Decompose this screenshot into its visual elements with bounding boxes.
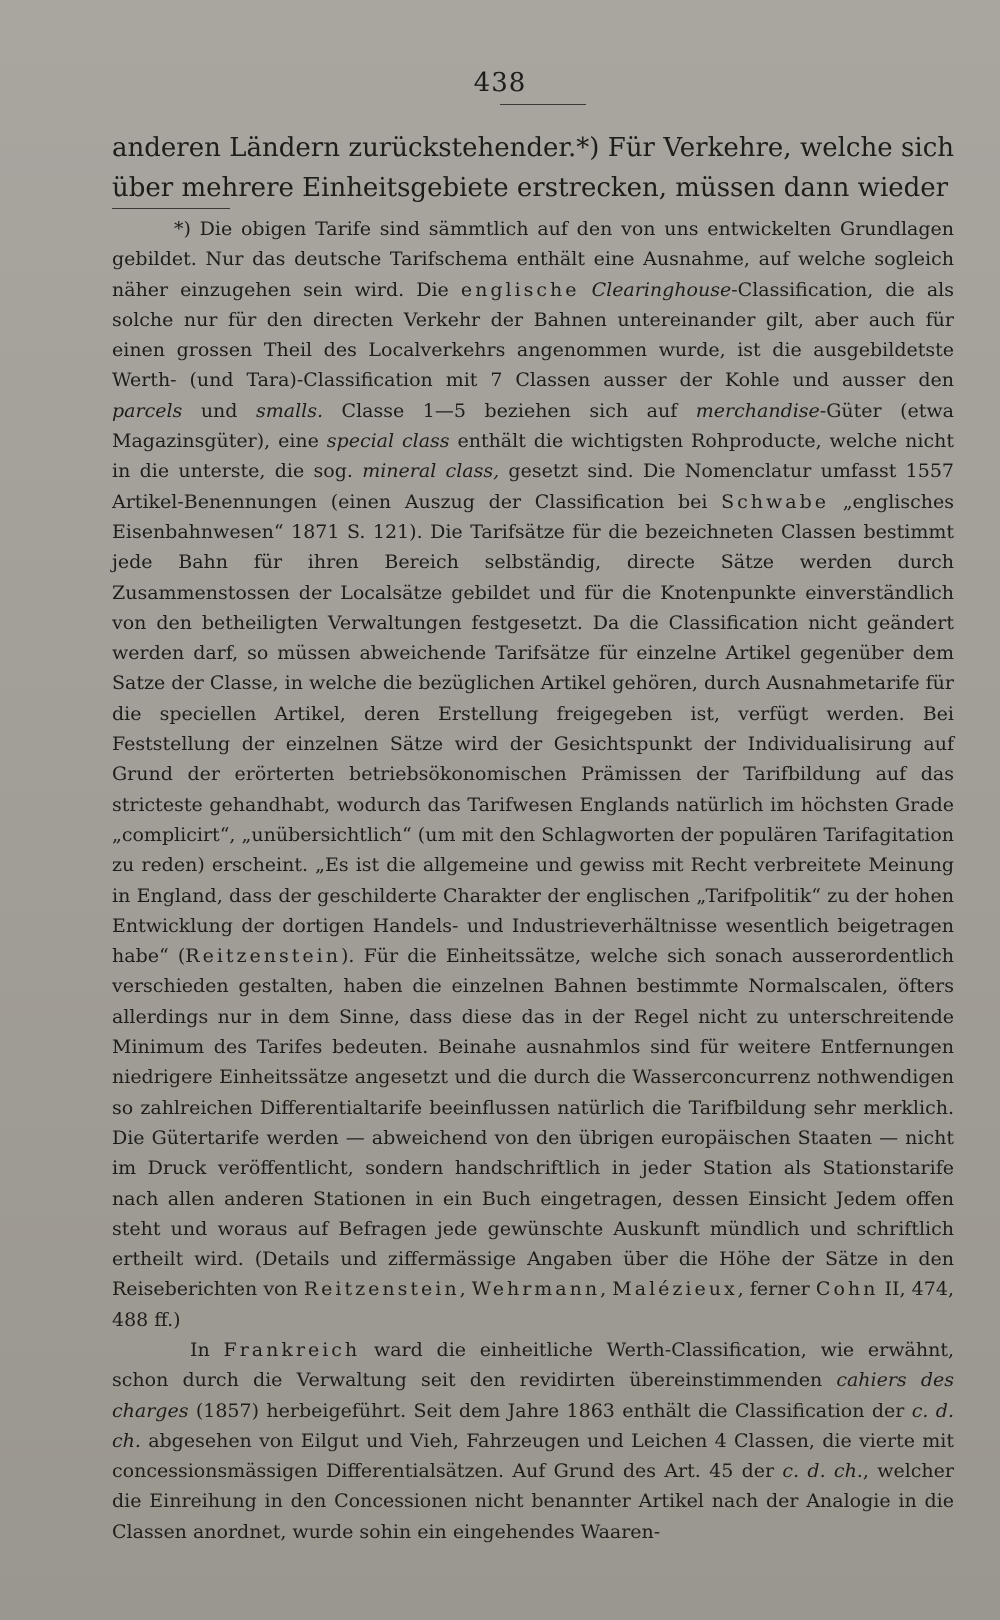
spaced-name: Reitzenstein [303,1278,460,1301]
footnote-rule [112,208,230,209]
text-run: *) Die obigen Tarife sind sämmtlich auf den von uns entwickelten Grundlagen gebildet. Nur das deutsche Tarifschema enthält eine Ausnahme, auf welche sogleich näher einzugehen sein wird. Die [112,218,954,301]
text-run: „englisches Eisenbahnwesen“ 1871 S. 121). Die Tarifsätze für die bezeichneten Classen bestimmt jede Bahn für ihren Bereich selbständig, directe Sätze werden durch Zusammenstossen der Localsätze gebildet und für die Knotenpunkte einverständlich von den betheiligten Verwaltungen festgesetzt. Da die Classification nicht geändert werden darf, so müssen abweichende Tarifsätze für einzelne Artikel gegenüber dem Satze der Classe, in welche die bezüglichen Artikel gehören, durch Ausnahmetarife für die speciellen Artikel, deren Erstellung freigegeben ist, verfügt werden. Bei Feststellung der einzelnen Sätze wird der Gesichtspunkt der Individualisirung auf Grund der erörterten betriebsökonomischen Prämissen der Tarifbildung auf das stricteste gehandhabt, wodurch das Tarifwesen Englands natürlich im höchsten Grade „complicirt“, „unübersichtlich“ (um mit den Schlagworten der populären Tarifagitation zu reden) erscheint. „Es ist die allgemeine und gewiss mit Recht verbreitete Meinung in England, dass der geschilderte Charakter der englischen „Tarifpolitik“ zu der hohen Entwicklung der dortigen Handels- und Industrieverhältnisse wesentlich beigetragen habe“ ( [112,490,954,968]
spaced-name: Malézieux [612,1278,738,1301]
spaced-name: Cohn [815,1278,879,1301]
italic-term: cahiers des charges [112,1369,954,1422]
main-paragraph: anderen Ländern zurückstehender.*) Für Verkehre, welche sich über mehrere Einheitsgebiete erstrecken, müssen dann wieder [112,133,954,203]
italic-term: c. d. ch. [782,1460,863,1483]
page-number: 438 [473,68,527,98]
text-run: enthält die wichtigsten Rohproducte, welche nicht in die unterste, die sog. [112,430,955,483]
text-run: , ferner [737,1278,816,1301]
text-run: gesetzt sind. Die Nomenclatur umfasst 1557 Artikel-Benennungen (einen Auszug der Classification bei [112,460,955,513]
spaced-word: englische [460,278,580,301]
footnote [112,214,954,1547]
text-run: ward die einheitliche Werth-Classification, wie erwähnt, schon durch die Verwaltung seit den revidirten übereinstimmenden [112,1338,954,1392]
italic-term: parcels [112,399,183,422]
text-run: , [459,1278,472,1301]
text-run: II, 474, 488 ff.) [112,1278,954,1331]
spaced-name: Schwabe [721,490,830,513]
text-run: , welcher die Einreihung in den Concessionen nicht benannter Artikel nach der Analogie in die Classen anordnet, wurde sohin ein eingehendes Waaren- [112,1460,954,1543]
main-text [112,128,954,208]
text-run: und [182,399,256,422]
text-run: -Güter (etwa Magazinsgüter), eine [112,399,955,453]
footnote-paragraph-2 [112,1335,954,1547]
text-run: ). Für die Einheitssätze, welche sich sonach ausserordentlich verschieden gestalten, haben die einzelnen Bahnen bestimmte Normalscalen, öfters allerdings nur in dem Sinne, dass diese das in der Regel nicht zu unterschreitende Minimum des Tarifes bedeuten. Beinahe ausnahmlos sind für weitere Entfernungen niedrigere Einheitssätze angesetzt und die durch die Wasserconcurrenz nothwendigen so zahlreichen Differentialtarife beeinflussen natürlich die Tarifbildung sehr merklich. Die Gütertarife werden — abweichend von den übrigen europäischen Staaten — nicht im Druck veröffentlicht, sondern handschriftlich in jeder Station als Stationstarife nach allen anderen Stationen in ein Buch eingetragen, dessen Einsicht Jedem offen steht und woraus auf Befragen jede gewünschte Auskunft mündlich und schriftlich ertheilt wird. (Details und ziffermässige Angaben über die Höhe der Sätze in den Reiseberichten von [112,945,954,1301]
header-rule [500,104,586,105]
text-run [580,279,592,301]
footnote-paragraph-1 [112,214,954,1335]
text-run: , [600,1278,613,1301]
italic-term: merchandise [695,399,820,422]
italic-term: c. d. ch. [112,1399,954,1452]
text-run: -Classification, die als solche nur für den directen Verkehr der Bahnen untereinander gilt, aber auch für einen grossen Theil des Localverkehrs angenommen wurde, ist die ausgebildetste Werth- (und Tara)-Classification mit 7 Classen ausser der Kohle und ausser den [112,278,954,392]
text-run: Classe 1—5 beziehen sich auf [323,399,696,422]
spaced-word: Frankreich [223,1338,361,1361]
italic-term: smalls. [255,399,324,422]
text-run: abgesehen von Eilgut und Vieh, Fahrzeugen und Leichen 4 Classen, die vierte mit concessionsmässigen Differentialsätzen. Auf Grund des Art. 45 der [112,1429,954,1483]
spaced-name: Wehrmann [471,1278,601,1301]
italic-term: special class [326,430,450,453]
spaced-name: Reitzenstein [185,945,341,968]
text-run: (1857) herbeigeführt. Seit dem Jahre 1863 enthält die Classification der [188,1399,912,1422]
text-run: In [190,1338,224,1361]
italic-term: Clearinghouse [591,278,732,301]
italic-term: mineral class, [362,460,500,483]
